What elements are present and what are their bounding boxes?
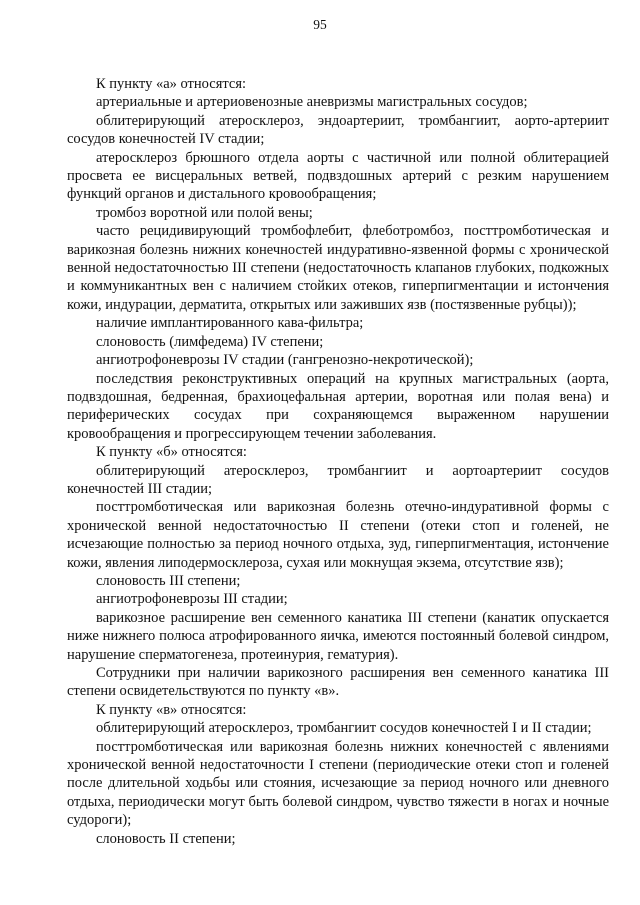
- page-number: 95: [313, 17, 327, 32]
- paragraph: слоновость III степени;: [96, 572, 241, 589]
- paragraph: облитерирующий атеросклероз, тромбангиит и аортоартериит сосудов конечностей III стадии;: [67, 462, 609, 497]
- paragraph: ангиотрофоневрозы IV стадии (гангренозно-некротической);: [96, 352, 474, 369]
- paragraph: наличие имплантированного кава-фильтра;: [96, 315, 364, 332]
- paragraph: ангиотрофоневрозы III стадии;: [96, 591, 288, 608]
- paragraph: атеросклероз брюшного отдела аорты с частичной или полной облитерацией просвета ее висцеральных ветвей, подвздошных артерий с резким нарушением функций органов и дистального кровообращения;: [67, 149, 609, 203]
- paragraph: К пункту «б» относятся:: [96, 444, 247, 461]
- paragraph: К пункту «в» относятся:: [96, 701, 247, 718]
- paragraph: посттромботическая или варикозная болезнь нижних конечностей с явлениями хронической венной недостаточности I степени (периодические отеки стоп и голеней после длительной ходьбы или стояния, исчезающие за период ночного или дневного отдыха, периодически могут быть болевой синдром, чувство тяжести в ногах и ночные судороги);: [67, 738, 609, 829]
- paragraph: часто рецидивирующий тромбофлебит, флеботромбоз, посттромботическая и варикозная болезнь нижних конечностей индуративно-язвенной формы с хронической венной недостаточностью III степени (недостаточность клапанов глубоких, подкожных и коммуникантных вен с наличием стойких отеков, гиперпигментации и истончения кожи, индурации, дерматита, открытых или заживших язв (постязвенные рубцы));: [67, 223, 609, 313]
- document-body: [67, 75, 609, 848]
- paragraph: облитерирующий атеросклероз, эндоартериит, тромбангиит, аорто-артериит сосудов конечностей IV стадии;: [67, 112, 609, 148]
- paragraph: тромбоз воротной или полой вены;: [96, 204, 313, 221]
- paragraph: артериальные и артериовенозные аневризмы магистральных сосудов;: [96, 94, 528, 111]
- paragraph: слоновость II степени;: [96, 830, 236, 847]
- paragraph: последствия реконструктивных операций на крупных магистральных (аорта, подвздошная, бедренная, брахиоцефальная артерии, воротная или полая вена) и периферических сосудах при сохраняющемся выраженном нарушении кровообращения и прогрессирующем течении заболевания.: [67, 370, 609, 442]
- paragraph: слоновость (лимфедема) IV степени;: [96, 333, 324, 350]
- paragraph: варикозное расширение вен семенного канатика III степени (канатик опускается ниже нижнего полюса атрофированного яичка, имеются постоянный болевой синдром, нарушение сперматогенеза, протеинурия, гематурия).: [67, 609, 609, 663]
- paragraph: облитерирующий атеросклероз, тромбангиит сосудов конечностей I и II стадии;: [96, 720, 592, 737]
- paragraph: посттромботическая или варикозная болезнь отечно-индуративной формы с хронической венной недостаточностью II степени (отеки стоп и голеней, не исчезающие полностью за период ночного отдыха, зуд, гиперпигментация, истончение кожи, явления липодермосклероза, сухая или мокнущая экзема, отсутствие язв);: [67, 499, 609, 571]
- paragraph: Сотрудники при наличии варикозного расширения вен семенного канатика III степени освидетельствуются по пункту «в».: [67, 665, 609, 700]
- paragraph: К пункту «а» относятся:: [96, 76, 247, 92]
